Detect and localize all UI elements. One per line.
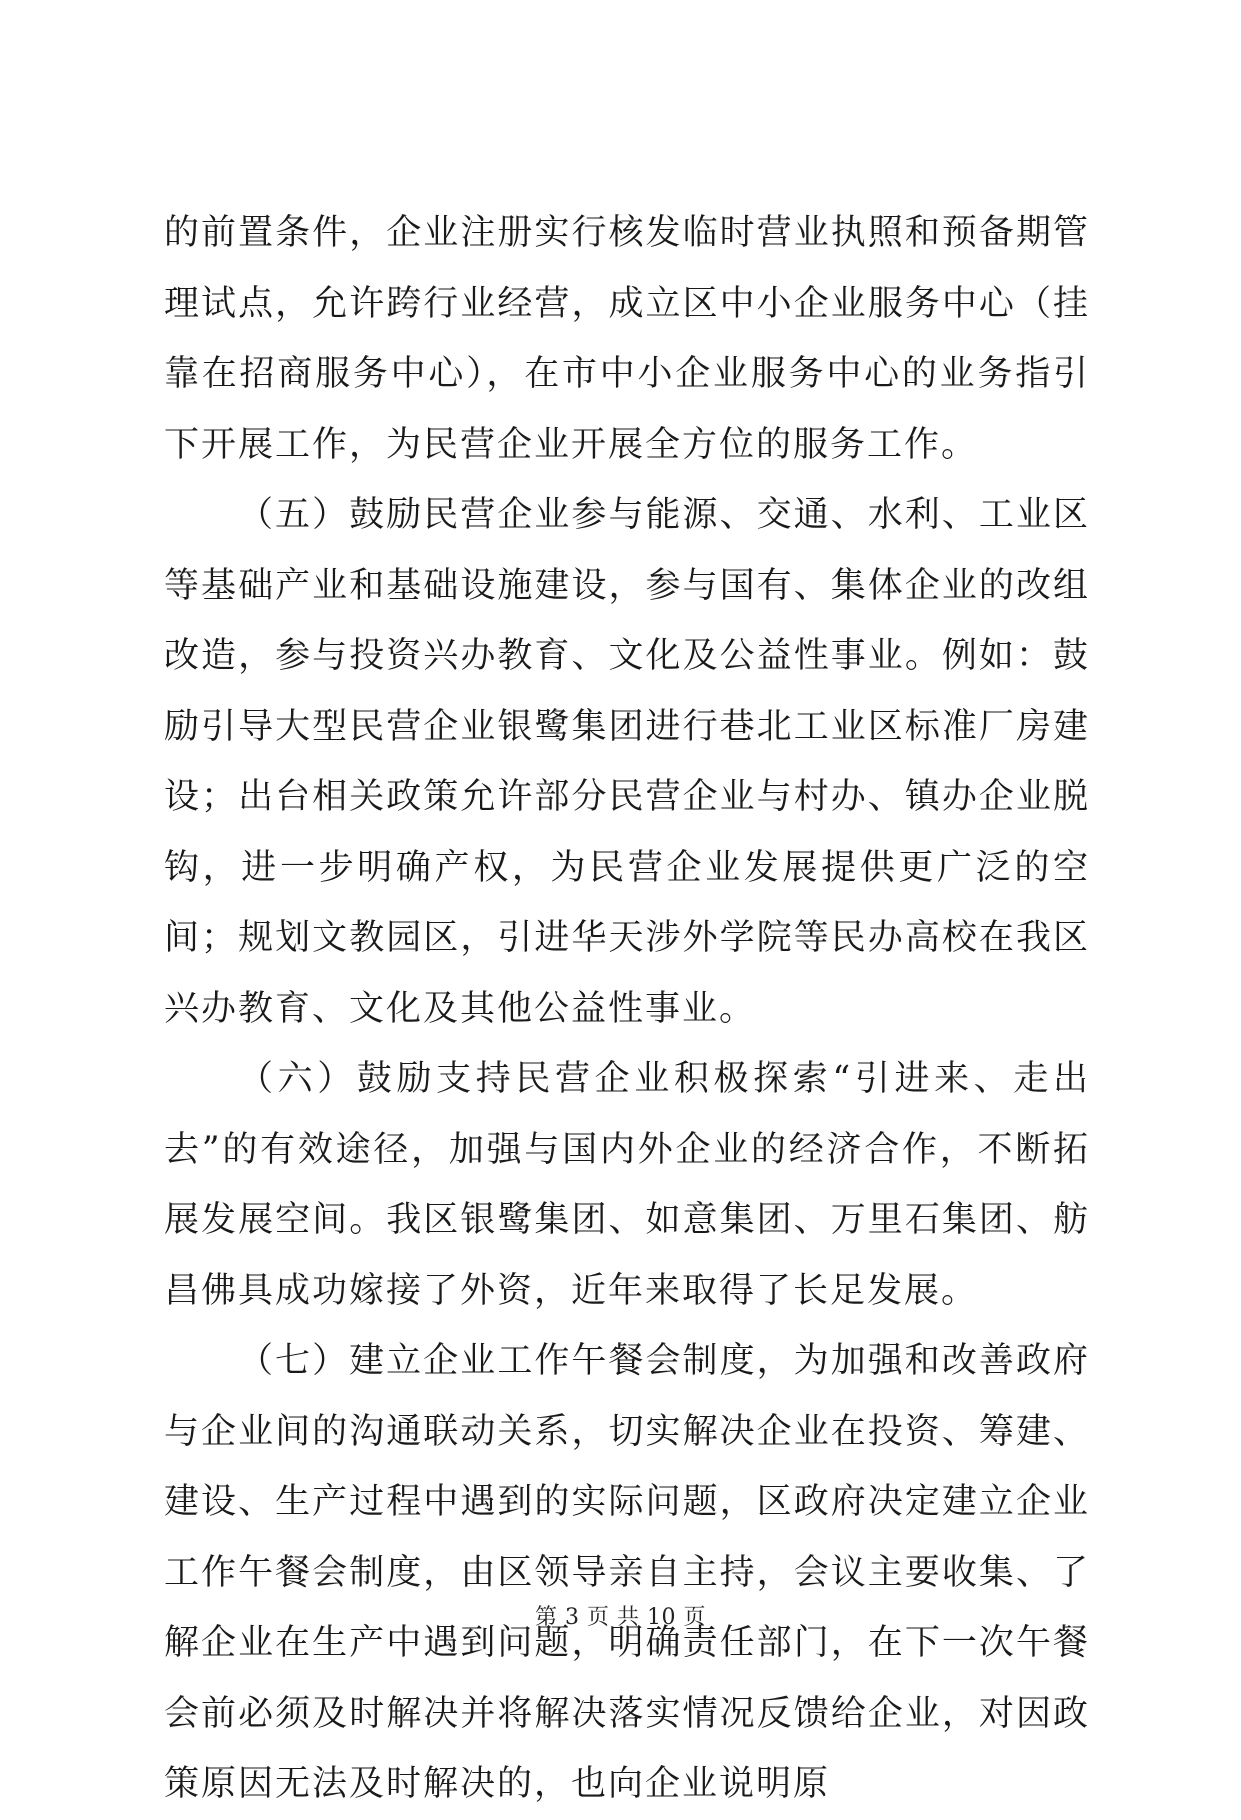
paragraph-section-five: （五）鼓励民营企业参与能源、交通、水利、工业区等基础产业和基础设施建设，参与国有、集体企业的改组改造，参与投资兴办教育、文化及公益性事业。例如：鼓励引导大型民营企业银鹭集团进行巷北工业区标准厂房建设；出台相关政策允许部分民营企业与村办、镇办企业脱钩，进一步明确产权，为民营企业发展提供更广泛的空间；规划文教园区，引进华天涉外学院等民办高校在我区兴办教育、文化及其他公益性事业。: [164, 495, 1090, 1029]
document-body: [164, 198, 1090, 1820]
paragraph-continued: 的前置条件，企业注册实行核发临时营业执照和预备期管理试点，允许跨行业经营，成立区中小企业服务中心（挂靠在招商服务中心），在市中小企业服务中心的业务指引下开展工作，为民营企业开展全方位的服务工作。: [164, 213, 1090, 465]
paragraph-section-six: （六）鼓励支持民营企业积极探索“引进来、走出去”的有效途径，加强与国内外企业的经济合作，不断拓展发展空间。我区银鹭集团、如意集团、万里石集团、舫昌佛具成功嫁接了外资，近年来取得了长足发展。: [164, 1059, 1090, 1311]
page-number-footer: 第 3 页 共 10 页: [535, 1605, 706, 1630]
paragraph-section-seven: （七）建立企业工作午餐会制度，为加强和改善政府与企业间的沟通联动关系，切实解决企业在投资、筹建、建设、生产过程中遇到的实际问题，区政府决定建立企业工作午餐会制度，由区领导亲自主持，会议主要收集、了解企业在生产中遇到问题，明确责任部门，在下一次午餐会前必须及时解决并将解决落实情况反馈给企业，对因政策原因无法及时解决的，也向企业说明原: [164, 1341, 1090, 1804]
